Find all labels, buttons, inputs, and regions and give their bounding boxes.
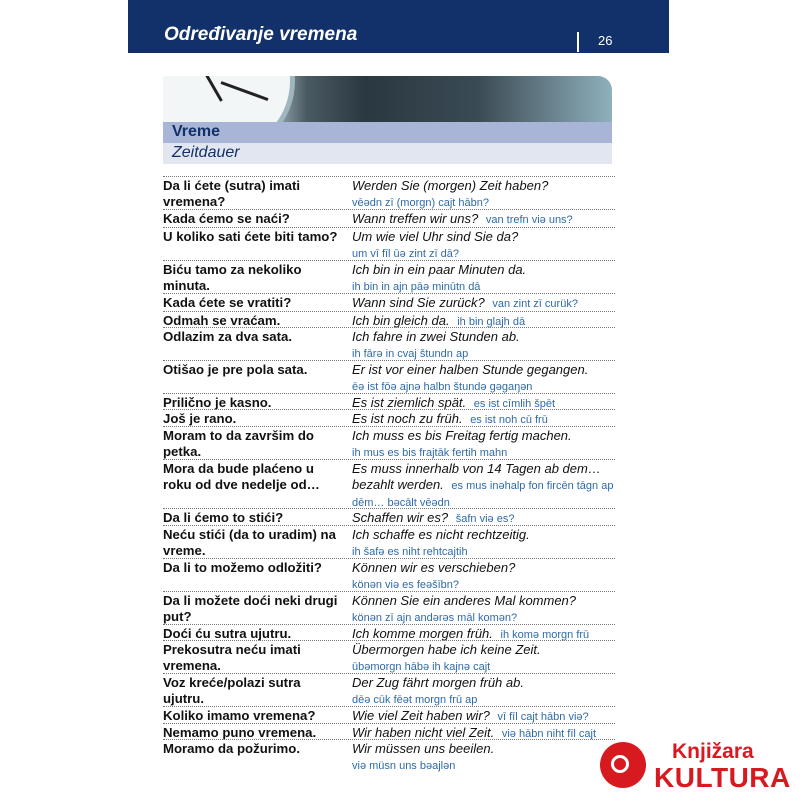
pronunciation: vī fīl cajt hābn viə? xyxy=(497,711,589,723)
pronunciation: viə müsn uns bəajlən xyxy=(352,760,456,772)
row-separator xyxy=(163,558,615,559)
header-divider xyxy=(577,32,579,52)
serbian-phrase: Odmah se vraćam. xyxy=(163,313,281,328)
serbian-phrase: Kada ćemo se naći? xyxy=(163,211,290,226)
pronunciation: ih mus es bis frajtāk fertih mahn xyxy=(352,447,508,459)
chapter-title: Određivanje vremena xyxy=(164,24,358,45)
german-phrase: Es muss innerhalb von 14 Tagen ab dem… bezahlt werden. xyxy=(352,461,601,492)
page-header xyxy=(128,0,669,53)
german-translation xyxy=(352,329,614,362)
pronunciation: ih bin in ajn pāə minūtn dā xyxy=(352,281,481,293)
serbian-phrase: Da li možete doći neki drugi put? xyxy=(163,593,338,624)
row-separator xyxy=(163,393,615,394)
german-translation xyxy=(352,675,614,708)
pronunciation: ih fārə in cvaj štundn ap xyxy=(352,348,469,360)
section-subtitle-band xyxy=(163,143,612,164)
pronunciation: viə hābn niht fīl cajt xyxy=(501,728,597,740)
serbian-phrase: Voz kreće/polazi sutra ujutru. xyxy=(163,675,301,706)
german-phrase: Ich bin in ein paar Minuten da. xyxy=(352,262,527,277)
clock-photo xyxy=(163,76,612,122)
pronunciation: um vī fīl ūə zint zī dā? xyxy=(352,248,459,260)
serbian-phrase: Odlazim za dva sata. xyxy=(163,329,292,344)
logo-mark-icon xyxy=(600,742,646,788)
german-phrase: Wann sind Sie zurück? xyxy=(352,295,485,310)
row-separator xyxy=(163,176,615,177)
german-translation xyxy=(352,229,614,262)
pronunciation: könən zī ajn andərəs māl komən? xyxy=(352,612,518,624)
serbian-phrase: Da li ćete (sutra) imati vremena? xyxy=(163,178,301,209)
clock-minute-hand xyxy=(220,81,268,101)
german-translation xyxy=(352,428,614,461)
serbian-phrase: Prekosutra neću imati vremena. xyxy=(163,642,301,673)
logo-line1: Knjižara xyxy=(672,740,754,763)
serbian-phrase: Kada ćete se vratiti? xyxy=(163,295,292,310)
serbian-phrase: Moram to da završim do petka. xyxy=(163,428,314,459)
store-logo xyxy=(600,740,800,793)
german-phrase: Wie viel Zeit haben wir? xyxy=(352,708,490,723)
row-separator xyxy=(163,706,615,707)
german-phrase: Wir haben nicht viel Zeit. xyxy=(352,725,495,740)
row-separator xyxy=(163,227,615,228)
serbian-phrase: Biću tamo za nekoliko minuta. xyxy=(163,262,302,293)
serbian-phrase: U koliko sati ćete biti tamo? xyxy=(163,229,338,244)
pronunciation: vēədn zī (morgn) cajt hābn? xyxy=(352,197,489,209)
row-separator xyxy=(163,673,615,674)
row-separator xyxy=(163,459,615,460)
serbian-phrase: Još je rano. xyxy=(163,411,237,426)
german-phrase: Ich komme morgen früh. xyxy=(352,626,493,641)
german-phrase: Können wir es verschieben? xyxy=(352,560,516,575)
row-separator xyxy=(163,591,615,592)
german-phrase: Er ist vor einer halben Stunde gegangen. xyxy=(352,362,589,377)
german-phrase: Es ist ziemlich spät. xyxy=(352,395,467,410)
row-separator xyxy=(163,640,615,641)
row-separator xyxy=(163,723,615,724)
german-translation xyxy=(352,560,614,593)
serbian-phrase: Koliko imamo vremena? xyxy=(163,708,316,723)
row-separator xyxy=(163,525,615,526)
serbian-phrase: Mora da bude plaćeno u roku od dve nedelje od… xyxy=(163,461,320,492)
pronunciation: van trefn viə uns? xyxy=(485,214,573,226)
row-separator xyxy=(163,293,615,294)
german-translation xyxy=(352,741,614,774)
pronunciation: ēə ist fōə ajnə halbn štundə gəgaŋən xyxy=(352,381,533,393)
serbian-phrase: Neću stići (da to uradim) na vreme. xyxy=(163,527,336,558)
german-phrase: Können Sie ein anderes Mal kommen? xyxy=(352,593,577,608)
row-separator xyxy=(163,508,615,509)
german-translation xyxy=(352,178,614,211)
german-translation xyxy=(352,295,614,312)
clock-face xyxy=(163,76,295,122)
row-separator xyxy=(163,260,615,261)
german-translation xyxy=(352,461,614,511)
serbian-phrase: Da li ćemo to stići? xyxy=(163,510,284,525)
german-translation xyxy=(352,593,614,626)
german-translation xyxy=(352,642,614,675)
pronunciation: es ist noh cū frū xyxy=(470,414,548,426)
row-separator xyxy=(163,426,615,427)
serbian-phrase: Moramo da požurimo. xyxy=(163,741,301,756)
german-phrase: Der Zug fährt morgen früh ab. xyxy=(352,675,524,690)
german-phrase: Ich schaffe es nicht rechtzeitig. xyxy=(352,527,530,542)
serbian-phrase: Doći ću sutra ujutru. xyxy=(163,626,292,641)
row-separator xyxy=(163,739,615,740)
serbian-phrase: Otišao je pre pola sata. xyxy=(163,362,308,377)
pronunciation: ih šafə es niht rehtcajtih xyxy=(352,546,468,558)
pronunciation: es ist cīmlih špēt xyxy=(473,398,556,410)
page-number: 26 xyxy=(598,33,613,48)
row-separator xyxy=(163,209,615,210)
serbian-phrase: Da li to možemo odložiti? xyxy=(163,560,322,575)
pronunciation: van zint zī curük? xyxy=(492,298,578,310)
clock-hour-hand xyxy=(200,76,223,102)
pronunciation: ūbəmorgn hābə ih kajnə cajt xyxy=(352,661,491,673)
row-separator xyxy=(163,409,615,410)
logo-line2: KULTURA xyxy=(654,762,791,793)
section-subtitle: Zeitdauer xyxy=(172,144,240,161)
german-phrase: Ich muss es bis Freitag fertig machen. xyxy=(352,428,572,443)
section-title: Vreme xyxy=(172,123,221,140)
pronunciation: ih bin glajh dā xyxy=(457,316,526,328)
german-phrase: Es ist noch zu früh. xyxy=(352,411,463,426)
row-separator xyxy=(163,327,615,328)
row-separator xyxy=(163,360,615,361)
german-translation xyxy=(352,211,614,228)
row-separator xyxy=(163,624,615,625)
german-translation xyxy=(352,362,614,395)
german-phrase: Werden Sie (morgen) Zeit haben? xyxy=(352,178,549,193)
german-phrase: Um wie viel Uhr sind Sie da? xyxy=(352,229,519,244)
pronunciation: dēə cūk fēət morgn frū ap xyxy=(352,694,478,706)
pronunciation: könən viə es feəšībn? xyxy=(352,579,460,591)
german-translation xyxy=(352,262,614,295)
german-phrase: Wann treffen wir uns? xyxy=(352,211,479,226)
german-phrase: Schaffen wir es? xyxy=(352,510,449,525)
section-title-band xyxy=(163,122,612,143)
row-separator xyxy=(163,311,615,312)
german-translation xyxy=(352,527,614,560)
german-phrase: Übermorgen habe ich keine Zeit. xyxy=(352,642,541,657)
german-phrase: Ich fahre in zwei Stunden ab. xyxy=(352,329,520,344)
pronunciation: ih komə morgn frū xyxy=(500,629,590,641)
german-phrase: Ich bin gleich da. xyxy=(352,313,450,328)
serbian-phrase: Nemamo puno vremena. xyxy=(163,725,317,740)
pronunciation: es mus inəhalp fon fircēn tāgn ap dēm… bəcālt vēədn xyxy=(352,480,614,509)
serbian-phrase: Prilično je kasno. xyxy=(163,395,272,410)
pronunciation: šafn viə es? xyxy=(455,513,515,525)
german-phrase: Wir müssen uns beeilen. xyxy=(352,741,495,756)
